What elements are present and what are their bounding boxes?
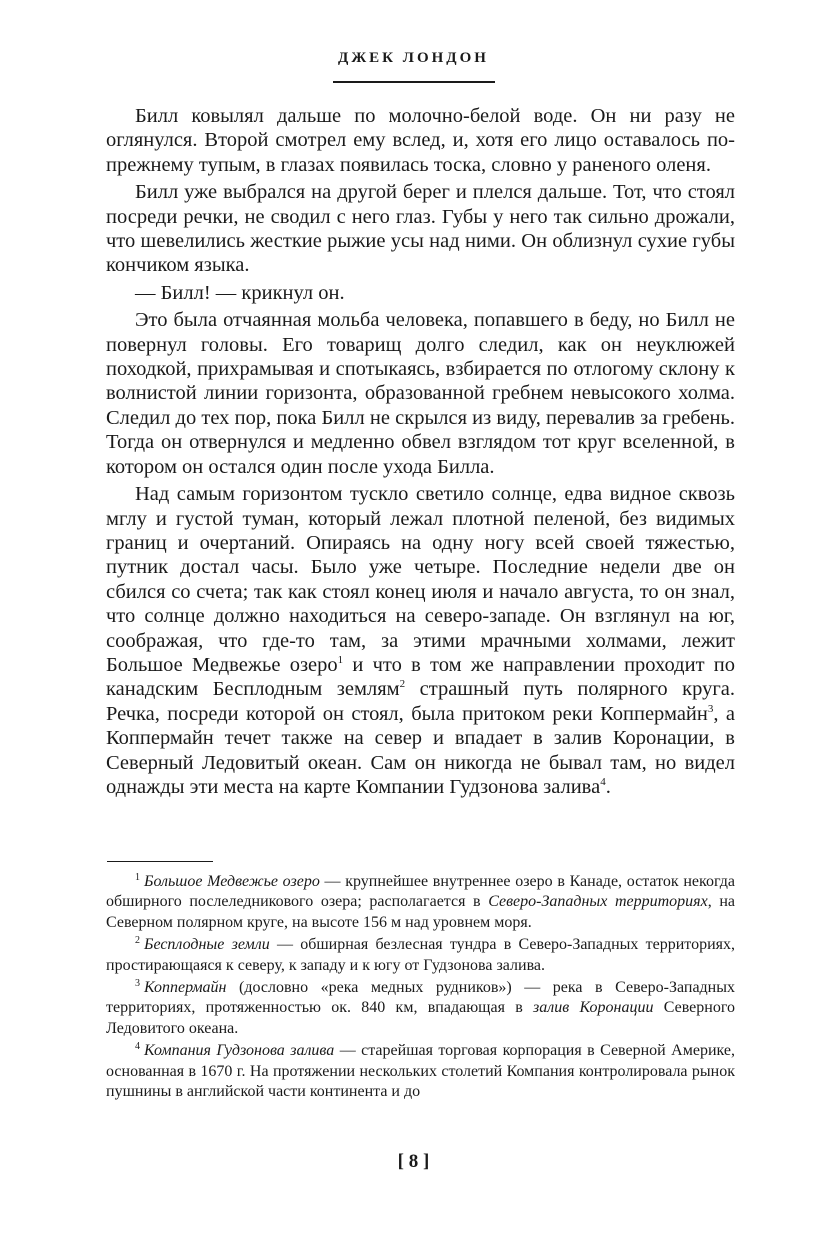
paragraph-5-part-c: страшный путь полярного круга. Речка, посреди которой он стоял, была притоком реки Коппермайн xyxy=(106,678,735,725)
paragraph-5 xyxy=(106,482,735,799)
footnote-ref-2[interactable]: 2 xyxy=(399,678,406,691)
main-text xyxy=(106,104,735,799)
footnote-2 xyxy=(106,935,735,976)
footnote-text: (дословно «река медных рудников») — река в Северо-Западных территориях, протяженностью ок. 840 км, впадающая в xyxy=(106,979,735,1017)
footnote-term: Большое Медвежье озеро xyxy=(144,873,320,890)
paragraph-5-part-e: . xyxy=(605,775,611,798)
footnote-ref-4[interactable]: 4 xyxy=(600,776,606,789)
paragraph-3-dialog: — Билл! — крикнул он. xyxy=(135,281,345,304)
footnote-text: — крупнейшее внутреннее озеро в Канаде, остаток некогда обширного послеледникового озера; располагается в xyxy=(106,873,735,911)
footnote-italic: Северо-Западных территориях xyxy=(488,893,708,911)
paragraph-5-part-a: Над самым горизонтом тускло светило солнце, едва видное сквозь мглу и густой туман, который лежал плотной пеленой, без видимых границ и очертаний. Опираясь на одну ногу всей своей тяжестью, путник достал часы. Было уже четыре. Последние недели две он сбился со счета; так как стоял конец июля и начало августа, то он знал, что солнце должно находиться на северо-западе. Он взглянул на юг, соображая, что где-то там, за этими мрачными холмами, лежит Большое Медвежье озеро xyxy=(106,483,735,676)
footnote-number: 2 xyxy=(135,934,140,946)
running-head: ДЖЕК ЛОНДОН xyxy=(338,50,489,66)
paragraph-5-part-d: , а Коппермайн течет также на север и впадает в залив Коронации, в Северный Ледовитый океан. Сам он никогда не бывал там, но видел однажды эти места на карте Компании Гудзонова залива xyxy=(106,702,735,798)
paragraph-2: Билл уже выбрался на другой берег и плелся дальше. Тот, что стоял посреди речки, не сводил с него глаз. Губы у него так сильно дрожали, что шевелились жесткие рыжие усы над ними. Он облизнул сухие губы кончиком языка. xyxy=(106,181,735,277)
footnote-term: Компания Гудзонова залива xyxy=(144,1042,335,1060)
footnote-term: Бесплодные земли xyxy=(144,936,270,954)
footnote-3 xyxy=(106,978,735,1039)
footnote-text: Северного Ледовитого океана. xyxy=(106,999,735,1037)
footnote-4 xyxy=(106,1041,735,1102)
page-number: [ 8 ] xyxy=(397,1151,430,1172)
running-head-rule xyxy=(333,81,495,83)
footnote-ref-1[interactable]: 1 xyxy=(337,654,344,667)
paragraph-4: Это была отчаянная мольба человека, попавшего в беду, но Билл не повернул головы. Его товарищ долго следил, как он неуклюжей походкой, прихрамывая и спотыкаясь, взбирается по отлогому склону к волнистой линии горизонта, образованной гребнем невысокого холма. Следил до тех пор, пока Билл не скрылся из виду, перевалив за гребень. Тогда он отвернулся и медленно обвел взглядом тот круг вселенной, в котором он остался один после ухода Билла. xyxy=(106,309,735,478)
footnote-number: 3 xyxy=(135,977,140,989)
footnote-term: Коппермайн xyxy=(144,979,227,997)
footnotes xyxy=(106,872,735,1104)
footnote-number: 4 xyxy=(135,1040,140,1052)
footnote-text: — старейшая торговая корпорация в Северной Америке, основанная в 1670 г. На протяжении нескольких столетий Компания контролировала рынок пушнины в английской части континента и до xyxy=(106,1042,735,1101)
paragraph-1: Билл ковылял дальше по молочно-белой воде. Он ни разу не оглянулся. Второй смотрел ему вслед, и, хотя его лицо оставалось по-прежнему тупым, в глазах появилась тоска, словно у раненого оленя. xyxy=(106,105,735,176)
footnote-1 xyxy=(106,872,735,933)
footnote-italic: залив Коронации xyxy=(533,999,654,1017)
footnote-text: — обширная безлесная тундра в Северо-Западных территориях, простирающаяся к северу, к западу и к югу от Гудзонова залива. xyxy=(106,936,735,974)
footnote-text: , на Северном полярном круге, на высоте 156 м над уровнем моря. xyxy=(106,893,736,931)
footnote-divider xyxy=(107,861,213,862)
paragraph-5-part-b: и что в том же направлении проходит по канадским Бесплодным землям xyxy=(106,653,735,701)
footnote-number: 1 xyxy=(135,871,140,883)
footnote-ref-3[interactable]: 3 xyxy=(707,702,714,715)
